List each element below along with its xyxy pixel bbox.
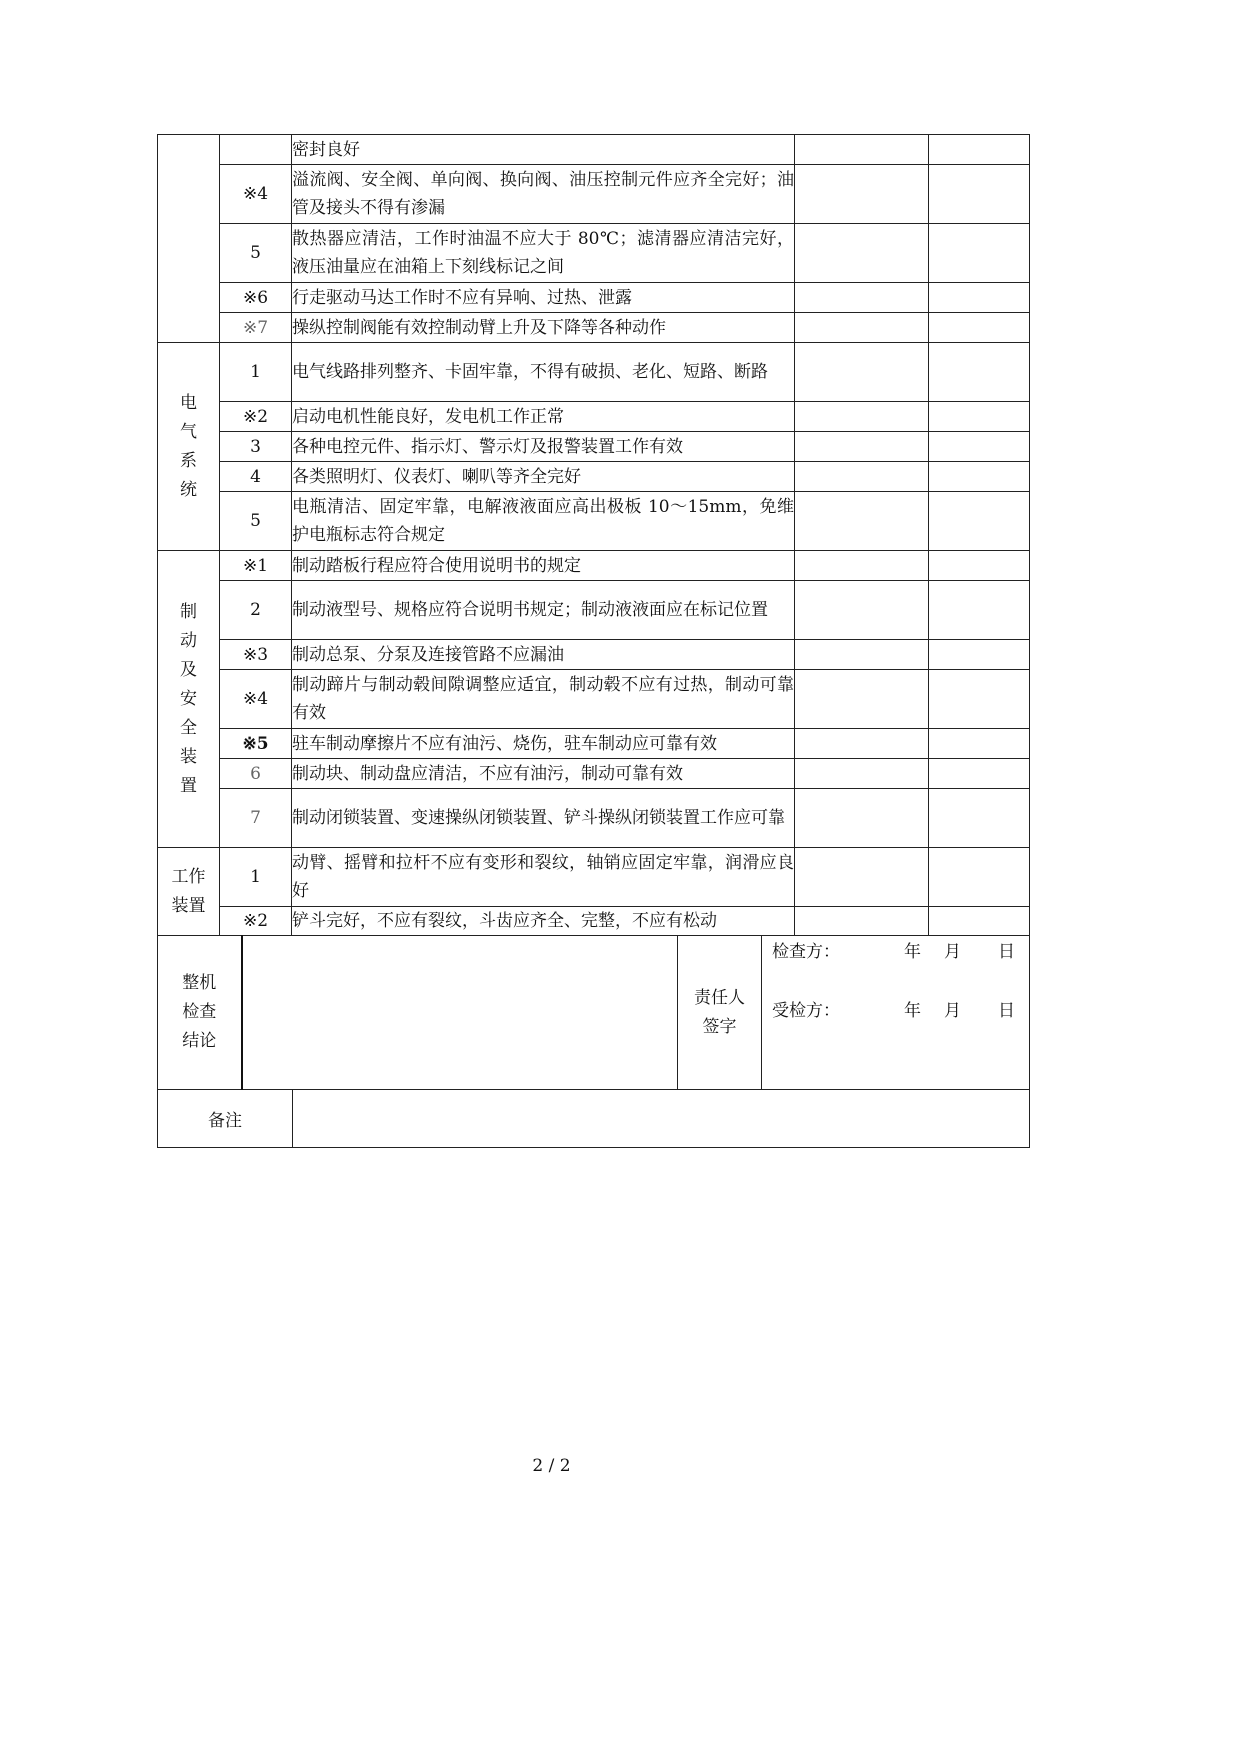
conclusion-table xyxy=(157,935,1030,1148)
item-number: ※7 xyxy=(220,313,292,343)
result-cell[interactable] xyxy=(795,729,929,759)
table-row xyxy=(158,402,1030,432)
month-label: 月 xyxy=(944,1001,961,1021)
month-label: 月 xyxy=(944,942,961,962)
item-requirement: 制动块、制动盘应清洁，不应有油污，制动可靠有效 xyxy=(292,759,795,789)
category-electrical xyxy=(158,343,220,551)
remark-cell[interactable] xyxy=(929,759,1030,789)
result-cell[interactable] xyxy=(795,224,929,283)
result-cell[interactable] xyxy=(795,848,929,907)
result-cell[interactable] xyxy=(795,135,929,165)
item-requirement: 操纵控制阀能有效控制动臂上升及下降等各种动作 xyxy=(292,313,795,343)
item-requirement: 制动闭锁装置、变速操纵闭锁装置、铲斗操纵闭锁装置工作应可靠 xyxy=(292,789,795,848)
remark-cell[interactable] xyxy=(929,848,1030,907)
result-cell[interactable] xyxy=(795,492,929,551)
item-requirement: 铲斗完好，不应有裂纹，斗齿应齐全、完整，不应有松动 xyxy=(292,907,795,936)
result-cell[interactable] xyxy=(795,551,929,581)
inspected-sign-line xyxy=(772,999,1015,1023)
remark-cell[interactable] xyxy=(929,729,1030,759)
category-work-device xyxy=(158,848,220,936)
table-row xyxy=(158,313,1030,343)
item-number xyxy=(220,135,292,165)
result-cell[interactable] xyxy=(795,313,929,343)
remark-cell[interactable] xyxy=(929,492,1030,551)
item-number: ※2 xyxy=(220,402,292,432)
table-row xyxy=(158,848,1030,907)
result-cell[interactable] xyxy=(795,907,929,936)
item-requirement: 制动踏板行程应符合使用说明书的规定 xyxy=(292,551,795,581)
category-brake-safety xyxy=(158,551,220,848)
result-cell[interactable] xyxy=(795,759,929,789)
result-cell[interactable] xyxy=(795,640,929,670)
item-number: 2 xyxy=(220,581,292,640)
result-cell[interactable] xyxy=(795,789,929,848)
result-cell[interactable] xyxy=(795,343,929,402)
item-requirement: 密封良好 xyxy=(292,135,795,165)
remark-cell[interactable] xyxy=(929,432,1030,462)
result-cell[interactable] xyxy=(795,402,929,432)
inspector-label: 检查方： xyxy=(772,942,840,962)
remark-cell[interactable] xyxy=(929,165,1030,224)
item-number: 3 xyxy=(220,432,292,462)
item-number: ※3 xyxy=(220,640,292,670)
page-number: 2 / 2 xyxy=(532,1456,571,1476)
category-cell-continued xyxy=(158,135,220,343)
table-row xyxy=(158,729,1030,759)
item-number: 7 xyxy=(220,789,292,848)
item-requirement: 各种电控元件、指示灯、警示灯及报警装置工作有效 xyxy=(292,432,795,462)
remark-label: 备注 xyxy=(208,1111,242,1131)
table-row xyxy=(158,462,1030,492)
item-number: ※5 xyxy=(220,729,292,759)
remark-cell[interactable] xyxy=(929,402,1030,432)
table-row xyxy=(158,492,1030,551)
result-cell[interactable] xyxy=(795,165,929,224)
item-number: 4 xyxy=(220,462,292,492)
item-requirement: 启动电机性能良好，发电机工作正常 xyxy=(292,402,795,432)
result-cell[interactable] xyxy=(795,432,929,462)
item-requirement: 制动蹄片与制动毂间隙调整应适宜，制动毂不应有过热，制动可靠有效 xyxy=(292,670,795,729)
remark-cell[interactable] xyxy=(929,551,1030,581)
table-row xyxy=(158,907,1030,936)
item-requirement: 电瓶清洁、固定牢靠，电解液液面应高出极板 10～15mm，免维护电瓶标志符合规定 xyxy=(292,492,795,551)
item-requirement: 各类照明灯、仪表灯、喇叭等齐全完好 xyxy=(292,462,795,492)
inspection-table xyxy=(157,134,1030,936)
remark-cell[interactable] xyxy=(929,283,1030,313)
table-row xyxy=(158,789,1030,848)
item-requirement: 驻车制动摩擦片不应有油污、烧伤，驻车制动应可靠有效 xyxy=(292,729,795,759)
item-requirement: 散热器应清洁，工作时油温不应大于 80℃；滤清器应清洁完好，液压油量应在油箱上下刻线标记之间 xyxy=(292,224,795,283)
table-row xyxy=(158,343,1030,402)
conclusion-row xyxy=(158,936,1030,1090)
item-requirement: 行走驱动马达工作时不应有异响、过热、泄露 xyxy=(292,283,795,313)
item-requirement: 制动液型号、规格应符合说明书规定；制动液液面应在标记位置 xyxy=(292,581,795,640)
sign-label-cell xyxy=(678,936,762,1090)
year-label: 年 xyxy=(904,1001,921,1021)
item-number: ※6 xyxy=(220,283,292,313)
item-number: ※1 xyxy=(220,551,292,581)
inspector-sign-line xyxy=(772,940,1015,964)
item-number: 1 xyxy=(220,848,292,907)
category-label: 制动及安全装置 xyxy=(180,601,197,796)
table-row xyxy=(158,581,1030,640)
table-row xyxy=(158,551,1030,581)
item-number: ※2 xyxy=(220,907,292,936)
sign-label: 责任人签字 xyxy=(694,987,745,1037)
remark-cell[interactable] xyxy=(929,581,1030,640)
table-row xyxy=(158,165,1030,224)
conclusion-input[interactable] xyxy=(242,936,678,1090)
item-number: 5 xyxy=(220,492,292,551)
remark-cell[interactable] xyxy=(929,670,1030,729)
item-number: 5 xyxy=(220,224,292,283)
remark-label-cell xyxy=(158,1090,293,1148)
inspected-label: 受检方： xyxy=(772,1001,840,1021)
result-cell[interactable] xyxy=(795,283,929,313)
item-number: 1 xyxy=(220,343,292,402)
remark-cell[interactable] xyxy=(929,907,1030,936)
item-number: ※4 xyxy=(220,165,292,224)
conclusion-label: 整机检查结论 xyxy=(182,973,217,1051)
conclusion-label-cell xyxy=(158,936,242,1090)
table-row xyxy=(158,283,1030,313)
remark-cell[interactable] xyxy=(929,313,1030,343)
item-requirement: 电气线路排列整齐、卡固牢靠，不得有破损、老化、短路、断路 xyxy=(292,343,795,402)
remark-cell[interactable] xyxy=(929,343,1030,402)
result-cell[interactable] xyxy=(795,581,929,640)
table-row xyxy=(158,224,1030,283)
item-number: ※4 xyxy=(220,670,292,729)
table-row xyxy=(158,640,1030,670)
category-label: 工作装置 xyxy=(171,866,206,916)
signature-area[interactable] xyxy=(762,936,1030,1090)
remark-cell[interactable] xyxy=(929,640,1030,670)
result-cell[interactable] xyxy=(795,670,929,729)
item-requirement: 动臂、摇臂和拉杆不应有变形和裂纹，轴销应固定牢靠，润滑应良好 xyxy=(292,848,795,907)
remark-row xyxy=(158,1090,1030,1148)
remark-cell[interactable] xyxy=(929,789,1030,848)
remark-cell[interactable] xyxy=(929,224,1030,283)
item-number: 6 xyxy=(220,759,292,789)
item-requirement: 溢流阀、安全阀、单向阀、换向阀、油压控制元件应齐全完好；油管及接头不得有渗漏 xyxy=(292,165,795,224)
remark-input[interactable] xyxy=(293,1090,1030,1148)
remark-cell[interactable] xyxy=(929,462,1030,492)
table-row xyxy=(158,759,1030,789)
day-label: 日 xyxy=(998,942,1015,962)
year-label: 年 xyxy=(904,942,921,962)
table-row xyxy=(158,432,1030,462)
table-row xyxy=(158,135,1030,165)
table-row xyxy=(158,670,1030,729)
day-label: 日 xyxy=(998,1001,1015,1021)
item-requirement: 制动总泵、分泵及连接管路不应漏油 xyxy=(292,640,795,670)
category-label: 电气系统 xyxy=(180,392,197,500)
remark-cell[interactable] xyxy=(929,135,1030,165)
result-cell[interactable] xyxy=(795,462,929,492)
